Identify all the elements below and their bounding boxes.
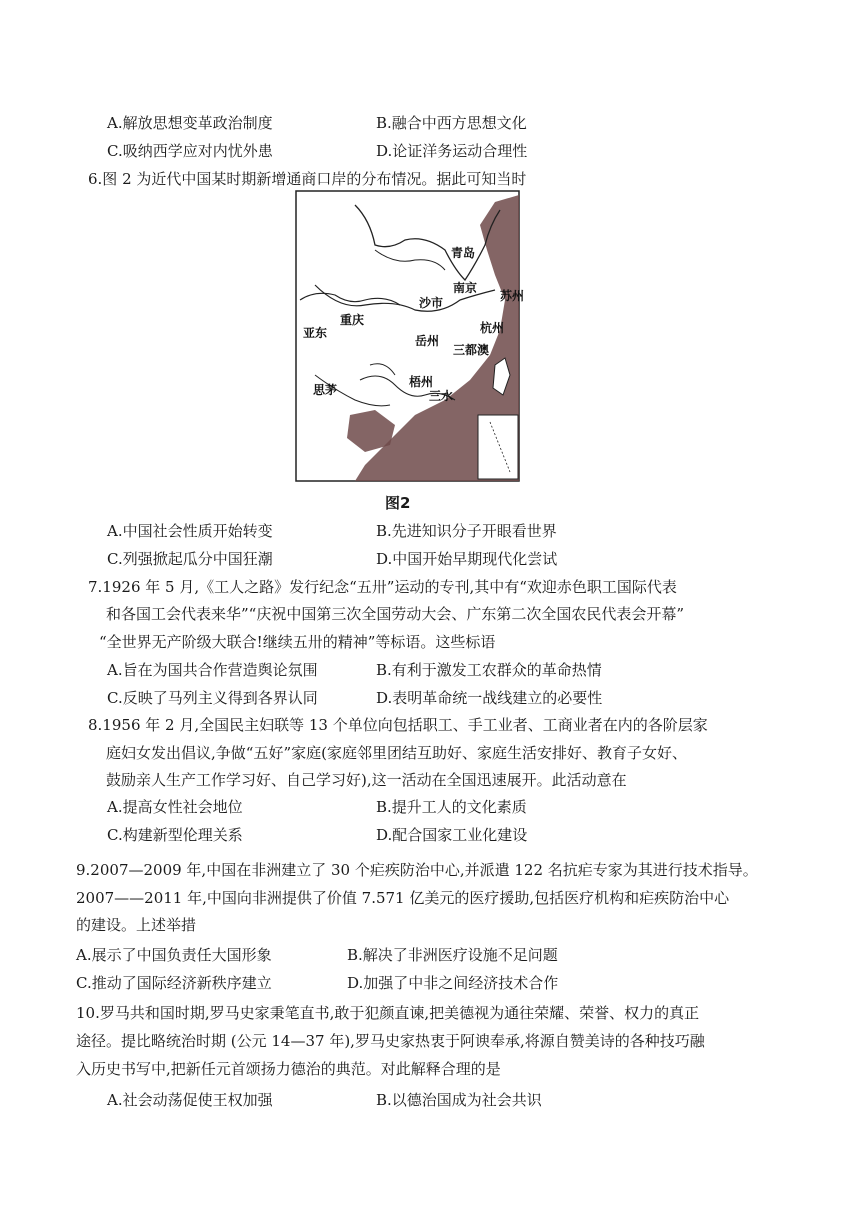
city-label: 亚东	[303, 326, 328, 340]
q10-option-a: A.社会动荡促使王权加强	[107, 1091, 273, 1109]
q7-option-b: B.有利于激发工农群众的革命热情	[376, 661, 602, 679]
q5-option-d: D.论证洋务运动合理性	[376, 142, 528, 160]
q8-stem-line: 庭妇女发出倡议,争做“五好”家庭(家庭邻里团结互助好、家庭生活安排好、教育子女好、	[106, 744, 687, 762]
city-label: 三都澳	[453, 343, 490, 357]
q10-stem-line: 入历史书写中,把新任元首颂扬力德治的典范。对此解释合理的是	[76, 1060, 501, 1078]
city-label: 青岛	[451, 246, 476, 260]
city-label: 杭州	[480, 321, 505, 335]
q7-option-a: A.旨在为国共合作营造舆论氛围	[107, 661, 318, 679]
q5-option-c: C.吸纳西学应对内忧外患	[107, 142, 273, 160]
city-label: 梧州	[409, 375, 434, 389]
q9-option-a: A.展示了中国负责任大国形象	[76, 946, 272, 964]
q9-option-b: B.解决了非洲医疗设施不足问题	[347, 946, 558, 964]
q9-stem-line: 的建设。上述举措	[76, 916, 197, 934]
q8-stem-line: 8.1956 年 2 月,全国民主妇联等 13 个单位向包括职工、手工业者、工商业者在内的各阶层家	[88, 716, 708, 734]
city-label: 思茅	[313, 383, 338, 397]
q8-stem-line: 鼓励亲人生产工作学习好、自己学习好),这一活动在全国迅速展开。此活动意在	[106, 771, 627, 789]
q6-option-d: D.中国开始早期现代化尝试	[376, 550, 558, 568]
q6-option-a: A.中国社会性质开始转变	[107, 522, 273, 540]
q9-option-c: C.推动了国际经济新秩序建立	[76, 974, 272, 992]
q9-option-d: D.加强了中非之间经济技术合作	[347, 974, 559, 992]
q6-option-b: B.先进知识分子开眼看世界	[376, 522, 557, 540]
q10-stem-line: 10.罗马共和国时期,罗马史家秉笔直书,敢于犯颜直谏,把美德视为通往荣耀、荣誉、权力的真正	[76, 1004, 700, 1022]
q7-option-c: C.反映了马列主义得到各界认同	[107, 689, 318, 707]
q10-stem-line: 途径。提比略统治时期 (公元 14—37 年),罗马史家热衷于阿谀奉承,将源自赞美诗的各种技巧融	[76, 1032, 705, 1050]
q6-option-c: C.列强掀起瓜分中国狂潮	[107, 550, 273, 568]
q8-option-d: D.配合国家工业化建设	[376, 826, 528, 844]
q10-option-b: B.以德治国成为社会共识	[376, 1091, 542, 1109]
q8-option-a: A.提高女性社会地位	[107, 798, 243, 816]
q8-option-b: B.提升工人的文化素质	[376, 798, 527, 816]
figure-caption: 图2	[385, 494, 411, 512]
city-label: 南京	[453, 281, 478, 295]
q5-option-a: A.解放思想变革政治制度	[107, 114, 273, 132]
map-figure	[295, 190, 525, 482]
city-label: 三水	[429, 389, 454, 403]
q8-option-c: C.构建新型伦理关系	[107, 826, 243, 844]
q5-option-b: B.融合中西方思想文化	[376, 114, 527, 132]
q9-stem-line: 9.2007—2009 年,中国在非洲建立了 30 个疟疾防治中心,并派遣 122 名抗疟专家为其进行技术指导。	[76, 861, 758, 879]
q9-stem-line: 2007——2011 年,中国向非洲提供了价值 7.571 亿美元的医疗援助,包括医疗机构和疟疾防治中心	[76, 889, 730, 907]
city-label: 苏州	[500, 289, 525, 303]
q7-option-d: D.表明革命统一战线建立的必要性	[376, 689, 603, 707]
q7-stem-line: 7.1926 年 5 月,《工人之路》发行纪念“五卅”运动的专刊,其中有“欢迎赤色职工国际代表	[88, 578, 677, 596]
q7-stem-line: “全世界无产阶级大联合!继续五卅的精神”等标语。这些标语	[99, 633, 496, 651]
city-label: 重庆	[340, 313, 365, 327]
q6-stem: 6.图 2 为近代中国某时期新增通商口岸的分布情况。据此可知当时	[88, 170, 527, 188]
q7-stem-line: 和各国工会代表来华”“庆祝中国第三次全国劳动大会、广东第二次全国农民代表会开幕”	[106, 605, 685, 623]
city-label: 岳州	[415, 334, 440, 348]
city-label: 沙市	[419, 296, 444, 310]
